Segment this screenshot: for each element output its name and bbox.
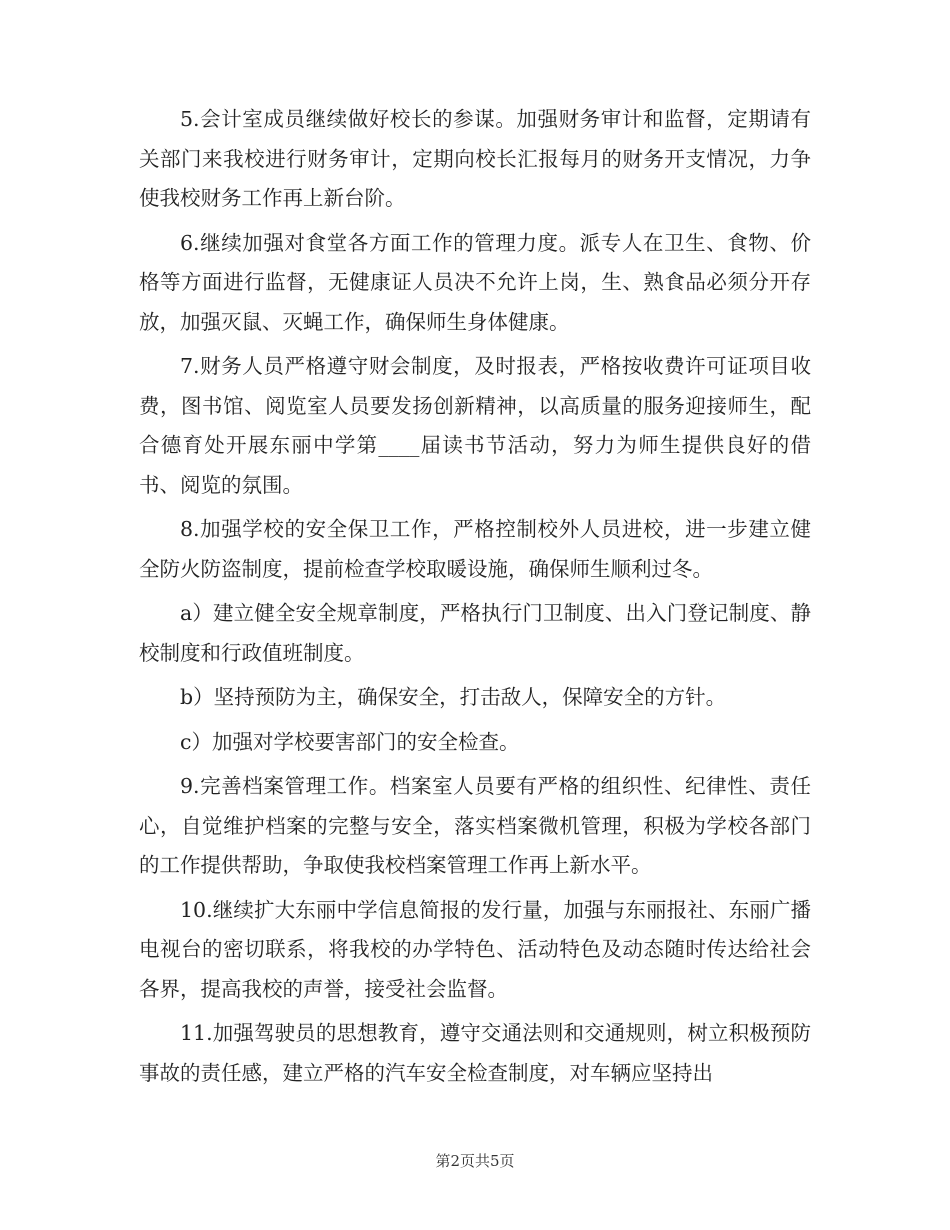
paragraph-item-10: 10.继续扩大东丽中学信息简报的发行量，加强与东丽报社、东丽广播电视台的密切联系，将我校的办学特色、活动特色及动态随时传达给社会各界，提高我校的声誉，接受社会监督。 — [139, 897, 811, 1001]
page-number-footer: 第2页共5页 — [435, 1152, 515, 1170]
paragraph-sub-c: c）加强对学校要害部门的安全检查。 — [180, 729, 520, 754]
paragraph-item-7: 7.财务人员严格遵守财会制度，及时报表，严格按收费许可证项目收费，图书馆、阅览室人员要发扬创新精神，以高质量的服务迎接师生，配合德育处开展东丽中学第____届读书节活动，努力为师生提供良好的借书、阅览的氛围。 — [139, 354, 811, 497]
paragraph-item-6: 6.继续加强对食堂各方面工作的管理力度。派专人在卫生、食物、价格等方面进行监督，无健康证人员决不允许上岗，生、熟食品必须分开存放，加强灭鼠、灭蝇工作，确保师生身体健康。 — [139, 230, 811, 334]
paragraph-item-5: 5.会计室成员继续做好校长的参谋。加强财务审计和监督，定期请有关部门来我校进行财务审计，定期向校长汇报每月的财务开支情况，力争使我校财务工作再上新台阶。 — [139, 107, 811, 210]
paragraph-item-11: 11.加强驾驶员的思想教育，遵守交通法则和交通规则，树立积极预防事故的责任感，建立严格的汽车安全检查制度，对车辆应坚持出 — [139, 1021, 811, 1085]
paragraph-item-9: 9.完善档案管理工作。档案室人员要有严格的组织性、纪律性、责任心，自觉维护档案的完整与安全，落实档案微机管理，积极为学校各部门的工作提供帮助，争取使我校档案管理工作再上新水平。 — [139, 774, 811, 877]
paragraph-sub-a: a）建立健全安全规章制度，严格执行门卫制度、出入门登记制度、静校制度和行政值班制度。 — [139, 601, 811, 665]
paragraph-sub-b: b）坚持预防为主，确保安全，打击敌人，保障安全的方针。 — [180, 685, 727, 709]
paragraph-item-8: 8.加强学校的安全保卫工作，严格控制校外人员进校，进一步建立健全防火防盗制度，提前检查学校取暖设施，确保师生顺利过冬。 — [139, 517, 811, 581]
document-body — [139, 100, 811, 1098]
